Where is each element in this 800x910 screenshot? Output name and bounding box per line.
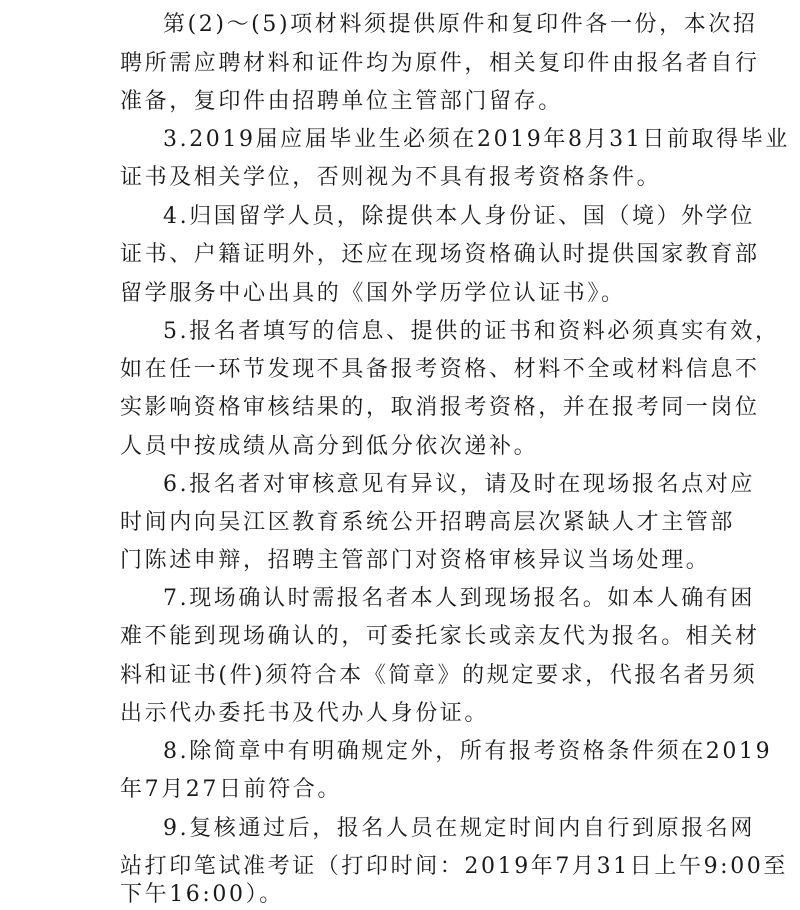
paragraph-line: 出示代办委托书及代办人身份证。 (120, 701, 490, 726)
paragraph-line: 如在任一环节发现不具备报考资格、材料不全或材料信息不 (120, 357, 760, 382)
paragraph-line: 留学服务中心出具的《国外学历学位认证书》。 (120, 281, 626, 306)
paragraph-line: 6.报名者对审核意见有异议，请及时在现场报名点对应 (163, 472, 755, 497)
paragraph-line: 门陈述申辩，招聘主管部门对资格审核异议当场处理。 (120, 548, 711, 573)
paragraph-line: 人员中按成绩从高分到低分依次递补。 (120, 434, 539, 459)
paragraph-line: 实影响资格审核结果的，取消报考资格，并在报考同一岗位 (120, 395, 760, 420)
paragraph-line: 下午16:00）。 (120, 882, 284, 907)
paragraph-line: 第(2)～(5)项材料须提供原件和复印件各一份，本次招 (163, 12, 758, 37)
paragraph-line: 5.报名者填写的信息、提供的证书和资料必须真实有效， (163, 319, 780, 344)
paragraph-line: 证书、户籍证明外，还应在现场资格确认时提供国家教育部 (120, 242, 760, 267)
paragraph-line: 3.2019届应届毕业生必须在2019年8月31日前取得毕业 (163, 127, 790, 152)
paragraph-line: 聘所需应聘材料和证件均为原件，相关复印件由报名者自行 (120, 51, 760, 76)
paragraph-line: 证书及相关学位，否则视为不具有报考资格条件。 (120, 165, 662, 190)
paragraph-line: 9.复核通过后，报名人员在规定时间内自行到原报名网 (163, 816, 755, 841)
paragraph-line: 料和证书(件)须符合本《简章》的规定要求，代报名者另须 (120, 663, 758, 688)
paragraph-line: 4.归国留学人员，除提供本人身份证、国（境）外学位 (163, 204, 755, 229)
paragraph-line: 8.除简章中有明确规定外，所有报考资格条件须在2019 (163, 739, 773, 764)
paragraph-line: 时间内向吴江区教育系统公开招聘高层次紧缺人才主管部 (120, 510, 736, 535)
paragraph-line: 7.现场确认时需报名者本人到现场报名。如本人确有困 (163, 586, 755, 611)
paragraph-line: 难不能到现场确认的，可委托家长或亲友代为报名。相关材 (120, 624, 760, 649)
paragraph-line: 年7月27日前符合。 (120, 777, 342, 802)
paragraph-line: 站打印笔试准考证（打印时间：2019年7月31日上午9:00至 (120, 854, 788, 879)
paragraph-line: 准备，复印件由招聘单位主管部门留存。 (120, 89, 563, 114)
